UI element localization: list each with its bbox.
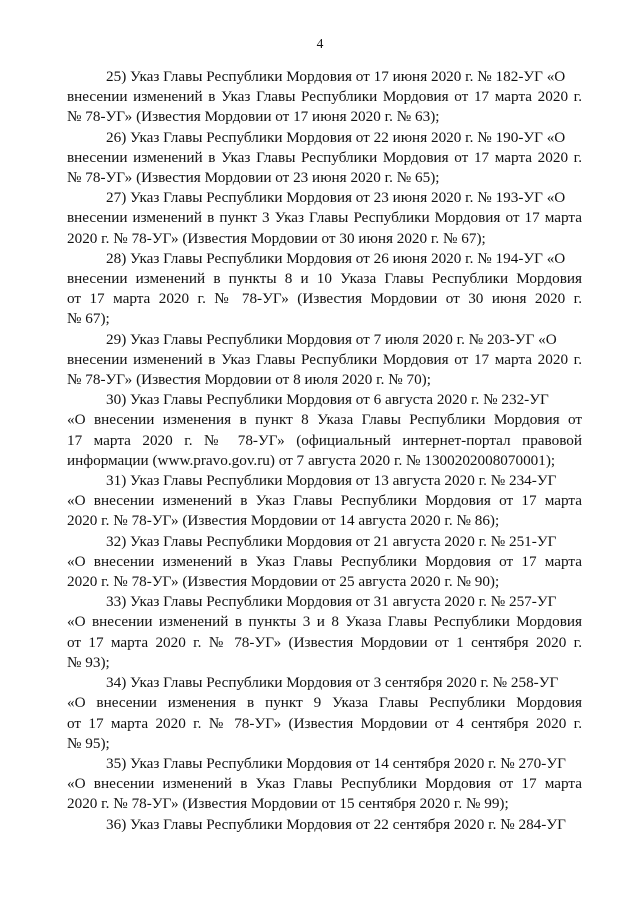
decree-item-line: внесении изменений в Указ Главы Республики Мордовия от 17 марта 2020 г. bbox=[67, 350, 582, 368]
decree-item-first-line: 30) Указ Главы Республики Мордовия от 6 августа 2020 г. № 232-УГ bbox=[106, 391, 549, 409]
decree-item-continuation bbox=[67, 87, 582, 127]
decree-item-first-line: 31) Указ Главы Республики Мордовия от 13 августа 2020 г. № 234-УГ bbox=[106, 472, 557, 490]
decree-item-first-line: 25) Указ Главы Республики Мордовия от 17 июня 2020 г. № 182-УГ «О bbox=[106, 68, 566, 85]
decree-item-first-line: 27) Указ Главы Республики Мордовия от 23 июня 2020 г. № 193-УГ «О bbox=[106, 189, 566, 207]
decree-item-line: 2020 г. № 78-УГ» (Известия Мордовии от 14 августа 2020 г. № 86); bbox=[67, 512, 500, 530]
decree-item bbox=[67, 249, 582, 330]
decree-item-line: «О внесении изменения в пункт 9 Указа Главы Республики Мордовия bbox=[67, 694, 582, 712]
decree-item-line: от 17 марта 2020 г. № 78-УГ» (Известия Мордовии от 1 сентября 2020 г. bbox=[67, 633, 582, 651]
decree-item-line: № 67); bbox=[67, 310, 110, 328]
decree-item-line: 2020 г. № 78-УГ» (Известия Мордовии от 15 сентября 2020 г. № 99); bbox=[67, 795, 509, 813]
decree-item-line: 2020 г. № 78-УГ» (Известия Мордовии от 25 августа 2020 г. № 90); bbox=[67, 573, 500, 591]
decree-item-continuation bbox=[67, 269, 582, 330]
decree-item bbox=[67, 592, 582, 673]
decree-item-line: «О внесении изменения в пункт 8 Указа Главы Республики Мордовия от bbox=[67, 411, 582, 429]
decree-item-line: № 78-УГ» (Известия Мордовии от 17 июня 2020 г. № 63); bbox=[67, 108, 440, 126]
decree-item bbox=[67, 128, 582, 189]
decree-item-line: внесении изменений в Указ Главы Республики Мордовия от 17 марта 2020 г. bbox=[67, 88, 582, 106]
decree-item-continuation bbox=[67, 350, 582, 390]
decree-item bbox=[67, 532, 582, 593]
decree-item-line: от 17 марта 2020 г. № 78-УГ» (Известия Мордовии от 4 сентября 2020 г. bbox=[67, 714, 582, 732]
decree-item bbox=[67, 673, 582, 754]
decree-item-line: «О внесении изменений в Указ Главы Республики Мордовия от 17 марта bbox=[67, 552, 582, 570]
decree-item-first-line: 28) Указ Главы Республики Мордовия от 26 июня 2020 г. № 194-УГ «О bbox=[106, 249, 566, 267]
decree-item-continuation bbox=[67, 208, 582, 248]
decree-item bbox=[67, 815, 582, 835]
decree-item-line: № 95); bbox=[67, 734, 110, 752]
decree-item-first-line: 36) Указ Главы Республики Мордовия от 22 сентября 2020 г. № 284-УГ bbox=[106, 815, 566, 833]
decree-item-first-line: 26) Указ Главы Республики Мордовия от 22 июня 2020 г. № 190-УГ «О bbox=[106, 128, 566, 146]
decree-item-line: № 78-УГ» (Известия Мордовии от 23 июня 2020 г. № 65); bbox=[67, 169, 440, 187]
decree-item bbox=[67, 390, 582, 471]
decree-item-line: внесении изменений в пункты 8 и 10 Указа Главы Республики Мордовия bbox=[67, 270, 582, 288]
decree-item-line: № 93); bbox=[67, 653, 110, 671]
decree-list bbox=[67, 67, 582, 835]
decree-item-continuation bbox=[67, 774, 582, 814]
decree-item-continuation bbox=[67, 552, 582, 592]
decree-item-line: от 17 марта 2020 г. № 78-УГ» (Известия Мордовии от 30 июня 2020 г. bbox=[67, 290, 582, 308]
decree-item-first-line: 34) Указ Главы Республики Мордовия от 3 сентября 2020 г. № 258-УГ bbox=[106, 674, 559, 692]
decree-item bbox=[67, 330, 582, 391]
decree-item-line: «О внесении изменений в пункты 3 и 8 Указа Главы Республики Мордовия bbox=[67, 613, 582, 631]
decree-item-line: внесении изменений в Указ Главы Республики Мордовия от 17 марта 2020 г. bbox=[67, 148, 582, 166]
decree-item-line: «О внесении изменений в Указ Главы Республики Мордовия от 17 марта bbox=[67, 492, 582, 510]
decree-item-line: внесении изменений в пункт 3 Указ Главы Республики Мордовия от 17 марта bbox=[67, 209, 582, 227]
decree-item-continuation bbox=[67, 693, 582, 754]
decree-item-first-line: 33) Указ Главы Республики Мордовия от 31 августа 2020 г. № 257-УГ bbox=[106, 593, 557, 611]
decree-item-first-line: 35) Указ Главы Республики Мордовия от 14 сентября 2020 г. № 270-УГ bbox=[106, 754, 566, 772]
decree-item-continuation bbox=[67, 148, 582, 188]
decree-item-line: 17 марта 2020 г. № 78-УГ» (официальный интернет-портал правовой bbox=[67, 431, 582, 449]
decree-item bbox=[67, 471, 582, 532]
decree-item bbox=[67, 67, 582, 128]
decree-item bbox=[67, 188, 582, 249]
decree-item-line: 2020 г. № 78-УГ» (Известия Мордовии от 30 июня 2020 г. № 67); bbox=[67, 229, 486, 247]
decree-item bbox=[67, 754, 582, 815]
decree-item-continuation bbox=[67, 410, 582, 471]
decree-item-line: № 78-УГ» (Известия Мордовии от 8 июля 2020 г. № 70); bbox=[67, 371, 431, 389]
decree-item-first-line: 32) Указ Главы Республики Мордовия от 21 августа 2020 г. № 251-УГ bbox=[106, 532, 557, 550]
page-number: 4 bbox=[316, 36, 324, 51]
decree-item-continuation bbox=[67, 491, 582, 531]
decree-item-continuation bbox=[67, 612, 582, 673]
decree-item-line: «О внесении изменений в Указ Главы Республики Мордовия от 17 марта bbox=[67, 775, 582, 793]
decree-item-line: информации (www.pravo.gov.ru) от 7 августа 2020 г. № 1300202008070001); bbox=[67, 451, 556, 469]
decree-item-first-line: 29) Указ Главы Республики Мордовия от 7 июля 2020 г. № 203-УГ «О bbox=[106, 330, 557, 348]
